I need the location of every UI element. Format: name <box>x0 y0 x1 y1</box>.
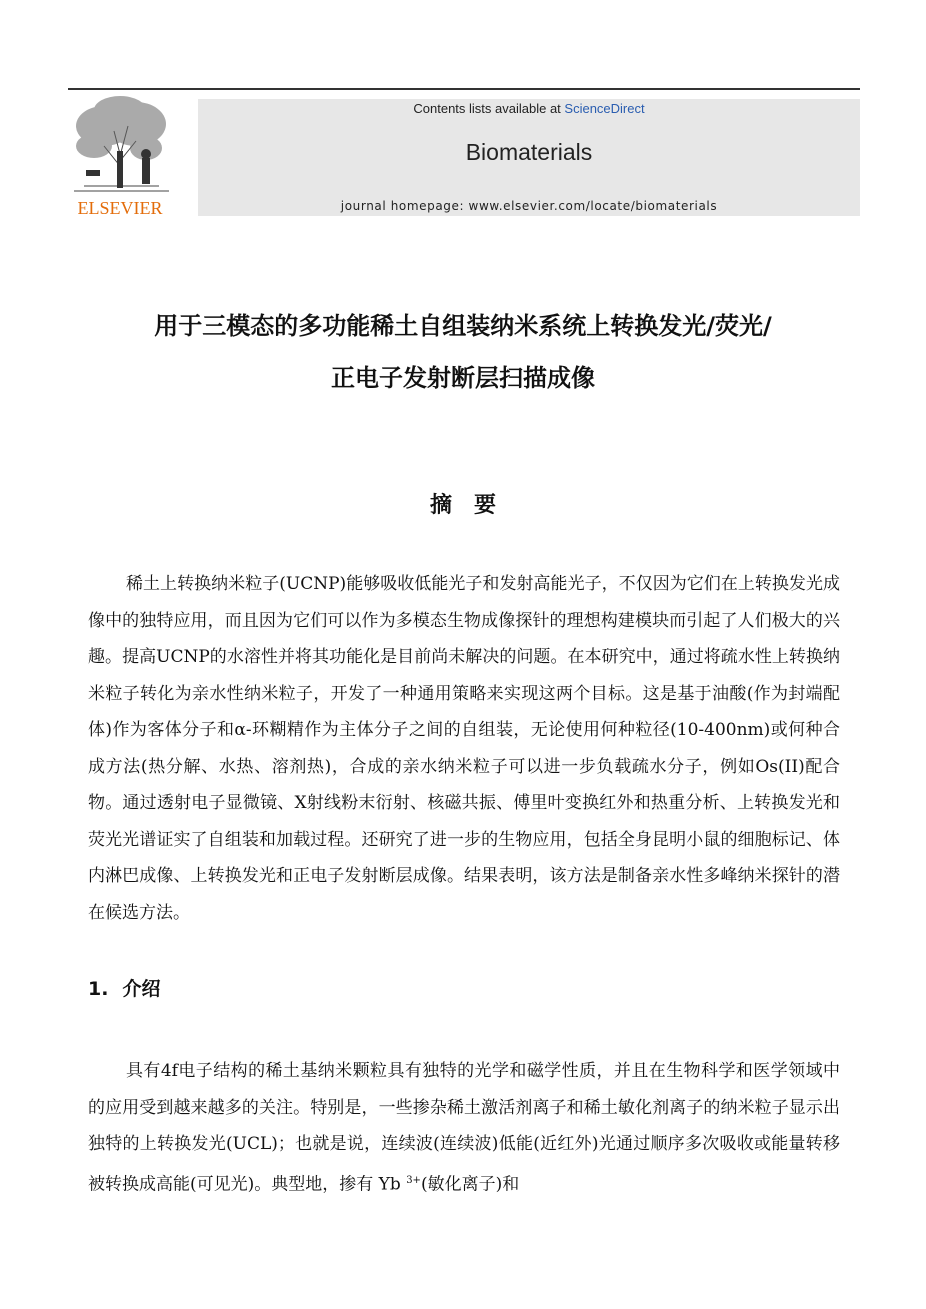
journal-banner <box>198 99 860 216</box>
journal-title: Biomaterials <box>465 139 593 165</box>
title-line-2: 正电子发射断层扫描成像 <box>331 364 595 392</box>
abstract-heading: 摘 要 <box>429 493 496 518</box>
abstract-paragraph: 稀土上转换纳米粒子(UCNP)能够吸收低能光子和发射高能光子，不仅因为它们在上转换发光成像中的独特应用，而且因为它们可以作为多模态生物成像探针的理想构建模块而引起了人们极大的兴趣。提高UCNP的水溶性并将其功能化是目前尚未解决的问题。在本研究中，通过将疏水性上转换纳米粒子转化为亲水性纳米粒子，开发了一种通用策略来实现这两个目标。这是基于油酸(作为封端配体)作为客体分子和α-环糊精作为主体分子之间的自组装，无论使用何种粒径(10-400nm)或何种合成方法(热分解、水热、溶剂热)，合成的亲水纳米粒子可以进一步负载疏水分子，例如Os(II)配合物。通过透射电子显微镜、X射线粉末衍射、核磁共振、傅里叶变换红外和热重分析、上转换发光和荧光光谱证实了自组装和加载过程。还研究了进一步的生物应用，包括全身昆明小鼠的细胞标记、体内淋巴成像、上转换发光和正电子发射断层成像。结果表明，该方法是制备亲水性多峰纳米探针的潜在候选方法。 <box>88 574 840 923</box>
publisher-name: ELSEVIER <box>77 198 163 218</box>
tree-emblem-icon <box>64 96 176 196</box>
contents-line <box>198 101 860 116</box>
title-line-1: 用于三模态的多功能稀土自组装纳米系统上转换发光/荧光/ <box>154 312 772 340</box>
intro-superscript: 3+ <box>406 1174 421 1186</box>
intro-text-a: 具有4f电子结构的稀土基纳米颗粒具有独特的光学和磁学性质，并且在生物科学和医学领域中的应用受到越来越多的关注。特别是，一些掺杂稀土激活剂离子和稀土敏化剂离子的纳米粒子显示出独特的上转换发光(UCL)；也就是说，连续波(连续波)低能(近红外)光通过顺序多次吸收或能量转移被转换成高能(可见光)。典型地，掺有 Yb <box>88 1061 840 1195</box>
section-title: 介绍 <box>122 978 161 1000</box>
intro-paragraph <box>88 1053 840 1203</box>
section-number: 1. <box>88 978 109 1000</box>
section-heading <box>88 974 160 1001</box>
intro-text-b: (敏化离子)和 <box>420 1174 520 1195</box>
paper-title <box>60 300 866 404</box>
contents-prefix: Contents lists available at <box>413 101 565 116</box>
journal-homepage-link[interactable]: journal homepage: www.elsevier.com/locate/biomaterials <box>340 199 718 213</box>
elsevier-logo[interactable] <box>64 96 176 222</box>
header-rule <box>68 88 860 90</box>
sciencedirect-link[interactable]: ScienceDirect <box>564 101 645 116</box>
